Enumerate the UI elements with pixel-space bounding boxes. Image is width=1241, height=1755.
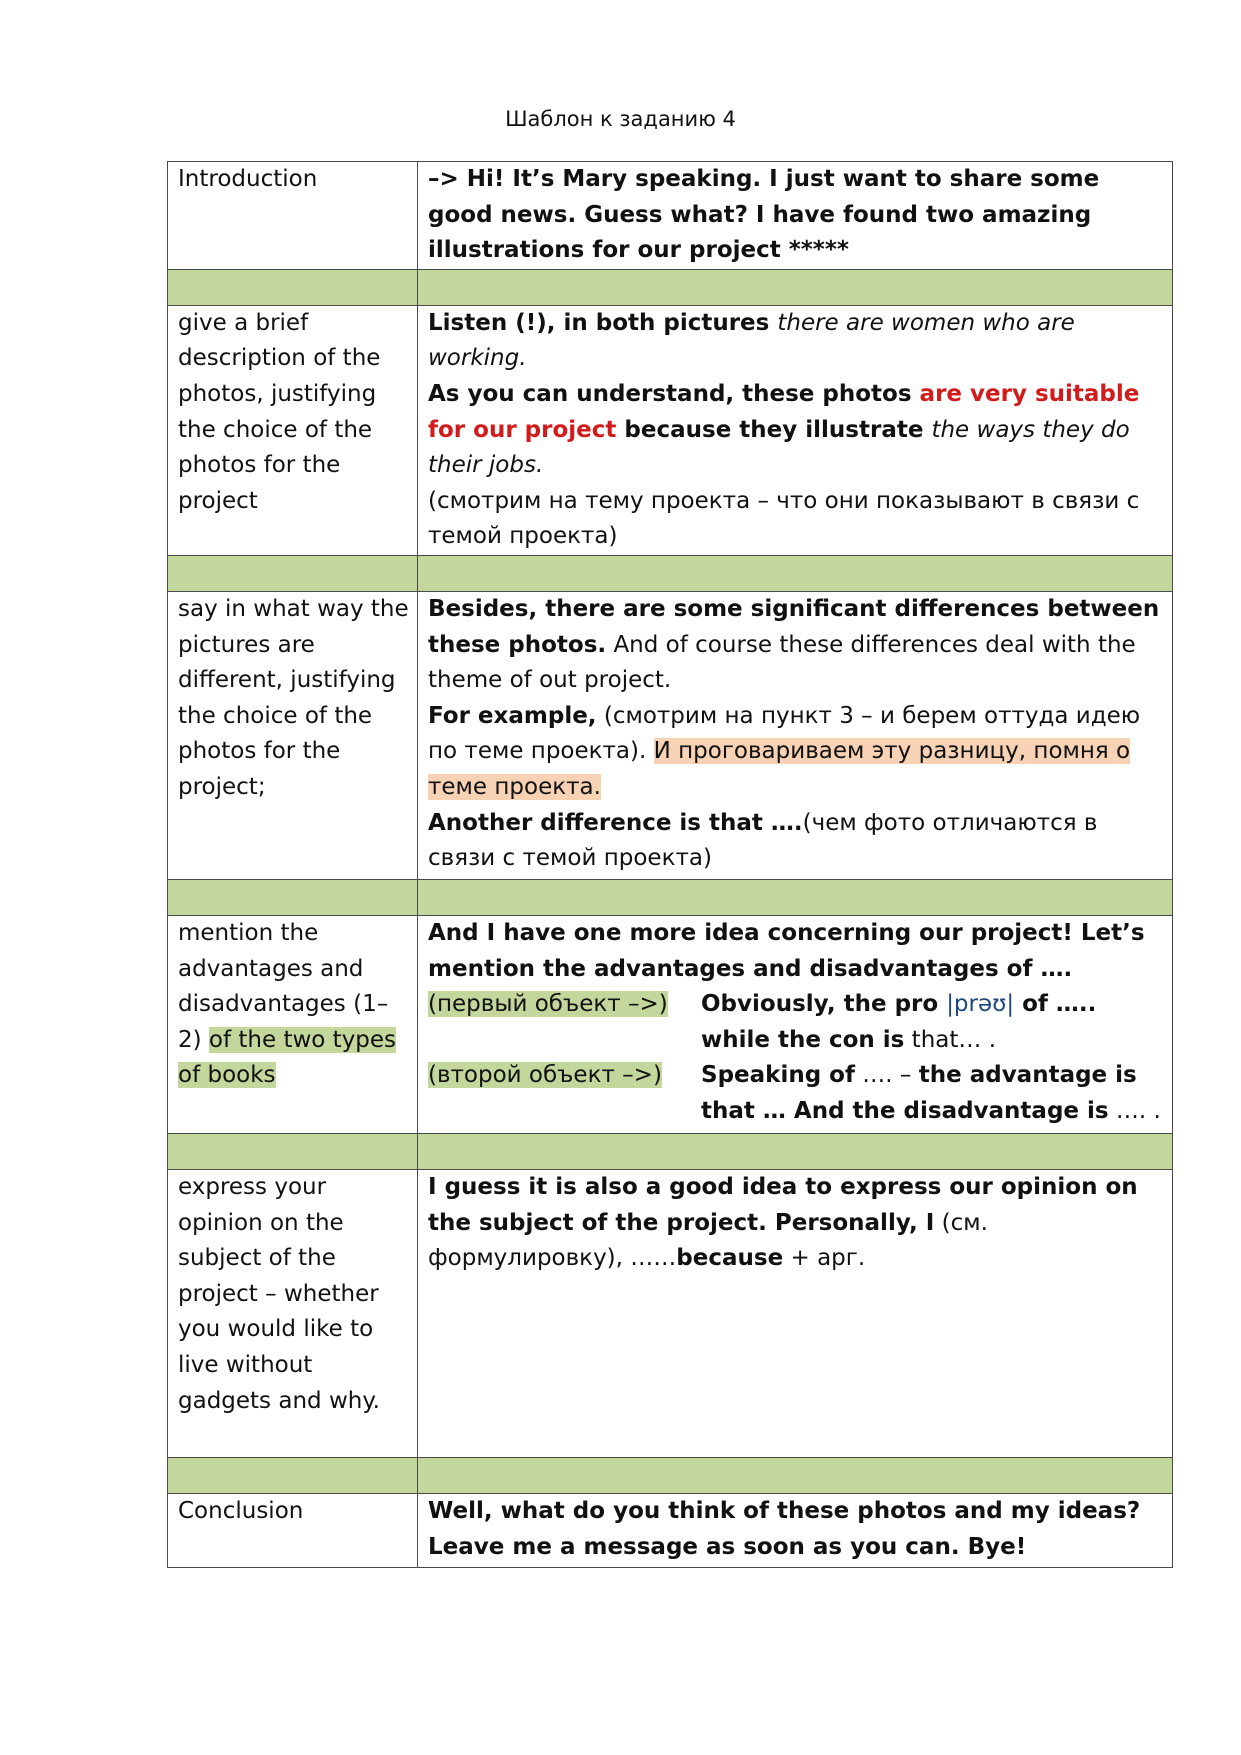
text-span: because they illustrate [616,416,932,443]
text-span: the advantage is that [701,1062,1137,1124]
section-text-opinion [418,1169,1173,1457]
text-span: As you can understand, these photos [428,380,920,407]
text-span: (смотрим на пункт 3 – и берем оттуда идею по теме проекта). [428,702,1141,765]
section-label-conclusion: Conclusion [168,1493,418,1567]
separator-row [168,1133,1173,1169]
text-span: And I have one more idea concerning our project! Let’s mention the advantages and disadvantages of …. [428,919,1145,982]
page-title: Шаблон к заданию 4 [505,107,736,131]
table-row [168,591,1173,879]
separator-row [168,1457,1173,1493]
intro-text: –> Hi! It’s Mary speaking. I just want to share some good news. Guess what? I have found two amazing illustrations for our project ***** [428,166,1100,264]
second-object-line [428,1058,1166,1129]
highlight-orange-text: И проговариваем эту разницу, помня о теме проекта. [428,738,1131,800]
text-span: of ….. while the con is [701,991,1097,1053]
section-label-introduction: Introduction [168,162,418,270]
text-span: For example, [428,702,597,729]
text-span: because [676,1245,784,1272]
section-text-description [418,305,1173,555]
table-row [168,162,1173,270]
text-span: mention the advantages and disadvantages (1–2) [178,919,389,1053]
highlight-red-text: are very suitable for our project [428,380,1140,443]
text-span: the ways they do their jobs. [428,416,1130,479]
text-span: … And the disadvantage is [754,1097,1109,1124]
template-table [167,161,1173,1568]
text-span: And of course these differences deal with the theme of out project. [428,631,1136,694]
text-span: …. . [1108,1097,1161,1124]
table-row [168,915,1173,1133]
text-span: …. – [854,1062,919,1089]
table-row [168,1169,1173,1457]
separator-row [168,879,1173,915]
separator-row [168,555,1173,591]
section-label-description: give a brief description of the photos, justifying the choice of the photos for the project [168,305,418,555]
text-span: + арг. [783,1245,866,1272]
first-object-label: (первый объект –>) [428,991,668,1018]
text-span: Speaking of [701,1062,855,1089]
text-span: I guess it is also a good idea to express our opinion on the subject of the project. Personally, I [428,1173,1138,1236]
text-span: Listen (!), in both pictures [428,309,778,336]
separator-row [168,269,1173,305]
text-span: (смотрим на тему проекта – что они показывают в связи с темой проекта) [428,487,1140,550]
text-span: Obviously, the pro [701,991,947,1018]
section-text-introduction [418,162,1173,270]
section-label-opinion: express your opinion on the subject of the project – whether you would like to live without gadgets and why. [168,1169,418,1457]
second-object-label: (второй объект –>) [428,1062,662,1089]
section-text-conclusion [418,1493,1173,1567]
text-span: that… . [904,1026,997,1053]
text-span: (чем фото отличаются в связи с темой проекта) [428,809,1098,872]
section-text-advantages [418,915,1173,1133]
text-span: there are women who are working. [428,309,1075,372]
text-span: Besides, there are some significant differences between these photos. [428,595,1160,658]
section-label-differences: say in what way the pictures are different, justifying the choice of the photos for the project; [168,591,418,879]
text-span: (см. формулировку), …… [428,1209,988,1272]
highlight-green-text: of the two types of books [178,1026,397,1089]
first-object-line [428,987,1166,1058]
table-row [168,1493,1173,1567]
section-label-advantages [168,915,418,1133]
text-span: Another difference is that …. [428,809,803,836]
conclusion-text: Well, what do you think of these photos and my ideas? Leave me a message as soon as you can. Bye! [428,1497,1141,1560]
ipa-transcription: |prəʊ| [946,991,1015,1018]
table-row [168,305,1173,555]
section-text-differences [418,591,1173,879]
